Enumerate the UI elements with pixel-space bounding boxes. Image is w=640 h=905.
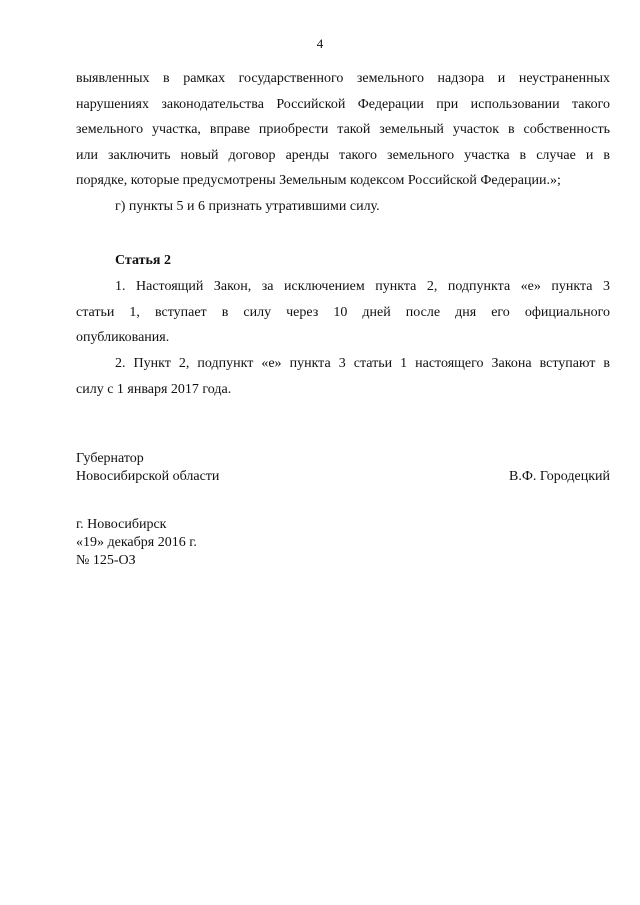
signature-title-line-1: Губернатор xyxy=(76,451,144,466)
item-g: г) пункты 5 и 6 признать утратившими силу. xyxy=(115,198,380,214)
signature-block xyxy=(76,450,610,486)
signatory-name: В.Ф. Городецкий xyxy=(509,469,610,484)
article-2-p1-line-2: статьи 1, вступает в силу через 10 дней после дня его официального xyxy=(76,304,610,320)
article-2-p1-line-1: 1. Настоящий Закон, за исключением пункта 2, подпункта «е» пункта 3 xyxy=(115,279,610,294)
article-2-paragraph-2 xyxy=(76,351,610,402)
meta-number: № 125-ОЗ xyxy=(76,553,136,568)
page-number: 4 xyxy=(316,36,324,51)
continuation-paragraph xyxy=(76,66,610,220)
article-2-heading: Статья 2 xyxy=(115,253,171,268)
article-2-paragraph-1 xyxy=(76,274,610,351)
meta-city: г. Новосибирск xyxy=(76,517,167,532)
continuation-line-3: земельного участка, вправе приобрести такой земельный участок в собственность xyxy=(76,122,610,138)
continuation-line-5: порядке, которые предусмотрены Земельным кодексом Российской Федерации.»; xyxy=(76,173,561,189)
continuation-line-4: или заключить новый договор аренды такого земельного участка в случае и в xyxy=(76,147,610,163)
continuation-line-2: нарушениях законодательства Российской Федерации при использовании такого xyxy=(76,96,610,112)
meta-date: «19» декабря 2016 г. xyxy=(76,535,197,550)
article-2-p2-line-1: 2. Пункт 2, подпункт «е» пункта 3 статьи 1 настоящего Закона вступают в xyxy=(115,356,610,371)
document-meta xyxy=(76,516,197,570)
signature-row xyxy=(76,468,610,486)
article-2-p1-line-3: опубликования. xyxy=(76,330,170,346)
article-2-p2-line-2: силу с 1 января 2017 года. xyxy=(76,381,232,397)
signature-title-line-2: Новосибирской области xyxy=(76,469,220,484)
continuation-line-1: выявленных в рамках государственного земельного надзора и неустраненных xyxy=(76,71,610,86)
